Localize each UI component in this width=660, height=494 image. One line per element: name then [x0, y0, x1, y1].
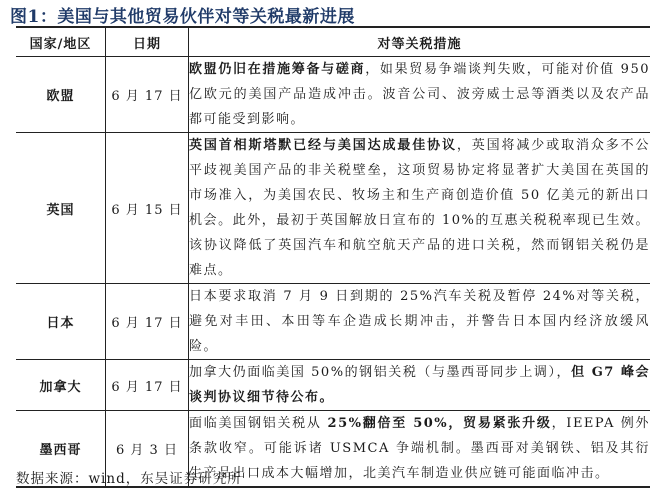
- country-cell: 日本: [16, 284, 106, 360]
- date-cell: 6 月 17 日: [106, 57, 189, 133]
- date-cell: 6 月 15 日: [106, 133, 189, 284]
- country-cell: 欧盟: [16, 57, 106, 133]
- data-source-note: 数据来源：wind，东吴证券研究所: [16, 471, 242, 487]
- table-row: [16, 284, 650, 360]
- country-cell: 墨西哥: [16, 411, 106, 488]
- date-cell: 6 月 3 日: [106, 411, 189, 488]
- header-measures: 对等关税措施: [189, 27, 651, 57]
- measure-cell: [189, 411, 651, 488]
- measure-text: ，英国将减少或取消众多不公平歧视美国产品的非关税壁垒，这项贸易协定将显著扩大美国在英国的市场准入，为美国农民、牧场主和生产商创造价值 50 亿美元的新出口机会。此外，最初于英国解放日宣布的 10%的互惠关税税率现已生效。该协议降低了英国汽车和航空航天产品的进口关税，然而钢铝关税仍是难点。: [189, 138, 650, 278]
- measure-highlight: 英国首相斯塔默已经与美国达成最佳协议: [189, 138, 457, 153]
- measure-cell: [189, 133, 651, 284]
- measure-text: ，如果贸易争端谈判失败，可能对价值 950 亿欧元的美国产品造成冲击。波音公司、波旁威士忌等酒类以及农产品都可能受到影响。: [189, 62, 650, 127]
- country-cell: 加拿大: [16, 360, 106, 411]
- table-header-row: [16, 27, 650, 57]
- measure-cell: [189, 57, 651, 133]
- measure-highlight: 欧盟仍旧在措施筹备与磋商: [189, 62, 366, 77]
- table-row: [16, 133, 650, 284]
- figure-title: 图1：美国与其他贸易伙伴对等关税最新进展: [10, 7, 355, 27]
- table-row: [16, 57, 650, 133]
- table-row: [16, 360, 650, 411]
- header-date: 日期: [106, 27, 189, 57]
- measure-text: 面临美国钢铝关税从: [189, 416, 328, 431]
- date-cell: 6 月 17 日: [106, 360, 189, 411]
- header-country: 国家/地区: [16, 27, 106, 57]
- measure-highlight: 25%翻倍至 50%，贸易紧张升级: [327, 416, 552, 431]
- measure-text: 加拿大仍面临美国 50%的钢铝关税（与墨西哥同步上调），: [189, 365, 572, 380]
- measure-text: ，IEEPA 例外条款收窄。可能诉诸 USMCA 争端机制。墨西哥对美钢铁、铝及其衍生产品出口成本大幅增加，北美汽车制造业供应链可能面临冲击。: [189, 416, 650, 481]
- measure-cell: [189, 284, 651, 360]
- measure-highlight: 但 G7 峰会谈判协议细节待公布。: [189, 365, 650, 405]
- measure-cell: [189, 360, 651, 411]
- tariff-table: [16, 26, 650, 488]
- country-cell: 英国: [16, 133, 106, 284]
- date-cell: 6 月 17 日: [106, 284, 189, 360]
- measure-text: 日本要求取消 7 月 9 日到期的 25%汽车关税及暂停 24%对等关税，避免对丰田、本田等车企造成长期冲击，并警告日本国内经济放缓风险。: [189, 289, 650, 354]
